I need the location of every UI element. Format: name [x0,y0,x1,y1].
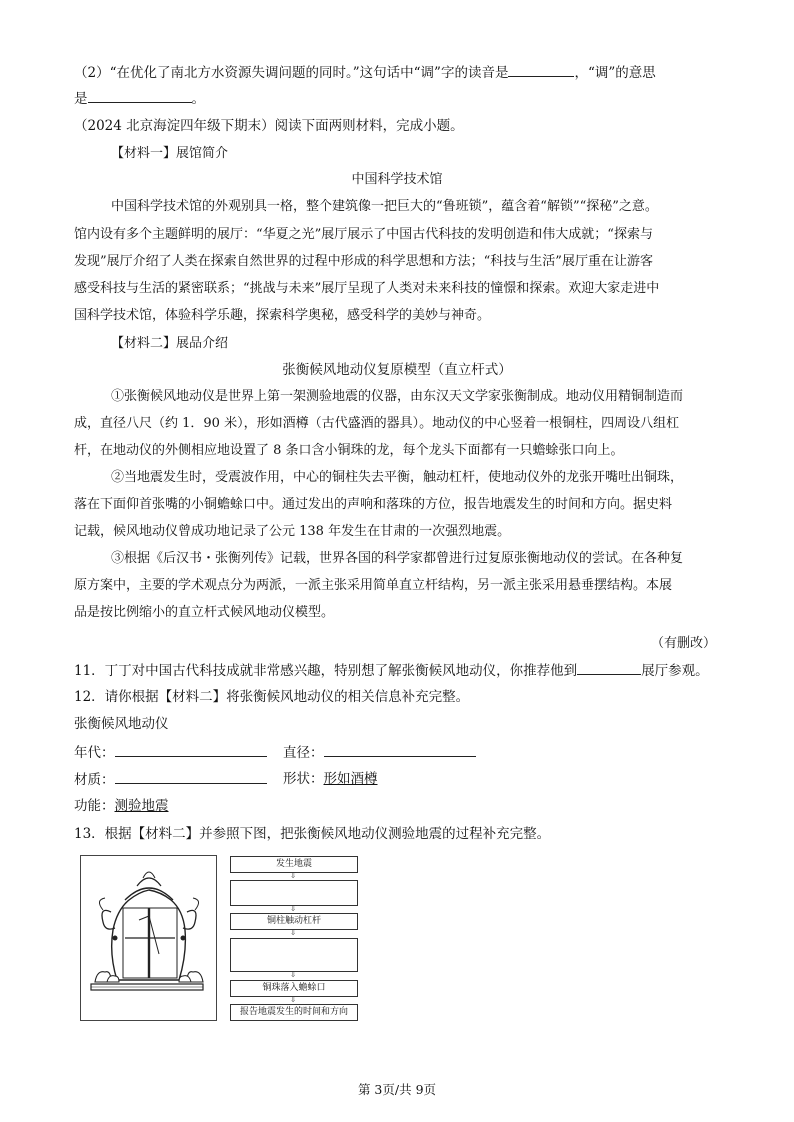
question-13: 13．根据【材料二】并参照下图，把张衡候风地动仪测验地震的过程补充完整。 [74,826,551,842]
material2-line: 成，直径八尺（约 1．90 米），形如酒樽（古代盛酒的器具）。地动仪的中心竖着一根铜柱，四周设八组杠 [74,416,680,431]
down-arrow-icon: ⇩ [289,928,297,937]
material2-line: 落在下面仰首张嘴的小铜蟾蜍口中。通过发出的声响和落珠的方位，报告地震发生的时间和方向。据史料 [74,497,673,512]
down-arrow-icon: ⇩ [289,995,297,1004]
page-footer: 第 3页/共 9页 [357,1082,437,1097]
question-12: 12．请你根据【材料二】将张衡候风地动仪的相关信息补充完整。 [74,689,470,705]
material2-title: 张衡候风地动仪复原模型（直立杆式） [282,362,512,378]
material2-line: 原方案中，主要的学术观点分为两派，一派主张采用简单直立杆结构，另一派主张采用悬垂摆结构。本展 [74,578,673,593]
answer-blank[interactable] [577,660,641,675]
material1-title: 中国科学技术馆 [351,172,443,187]
flow-step-earthquake: 发生地震 [230,856,358,873]
era-blank[interactable] [115,742,267,757]
card-title: 张衡候风地动仪 [74,716,169,732]
down-arrow-icon: ⇩ [289,871,297,880]
material2-line: 杆，在地动仪的外侧相应地设置了 8 条口含小铜珠的龙，每个龙头下面都有一只蟾蜍张口向上。 [74,443,624,458]
function-value: 测验地震 [114,798,169,814]
flow-step-blank[interactable] [230,938,358,972]
material2-header: 【材料二】展品介绍 [111,336,229,351]
shape-value: 形如酒樽 [323,771,378,787]
answer-blank[interactable] [508,62,574,77]
material2-line: 记载，候风地动仪曾成功地记录了公元 138 年发生在甘肃的一次强烈地震。 [74,524,511,539]
material2-line: ③根据《后汉书・张衡列传》记载，世界各国的科学家都曾进行过复原张衡地动仪的尝试。在各种复 [111,551,684,566]
diameter-blank[interactable] [324,742,476,757]
prev-question-line1: （2）“在优化了南北方水资源失调问题的同时。”这句话中“调”字的读音是 ，“调”的意思 [74,62,656,83]
answer-blank[interactable] [88,88,192,103]
diameter-row: 直径： [283,742,476,763]
prev-question-line2: 是 。 [74,88,205,109]
flow-step-ball: 铜珠落入蟾蜍口 [230,980,358,997]
down-arrow-icon: ⇩ [289,904,297,913]
material1-line: 中国科学技术馆的外观别具一格，整个建筑像一把巨大的“鲁班锁”，蕴含着“解锁”“探秘”之意。 [111,199,658,214]
flow-step-lever: 铜柱触动杠杆 [230,913,358,930]
material2-line: ①张衡候风地动仪是世界上第一架测验地震的仪器，由东汉天文学家张衡制成。地动仪用精铜制造而 [111,389,684,404]
material1-line: 感受科技与生活的紧密联系；“挑战与未来”展厅呈现了人类对未来科技的憧憬和探索。欢迎大家走进中 [74,281,660,296]
material1-line: 发现”展厅介绍了人类在探索自然世界的过程中形成的科学思想和方法；“科技与生活”展厅重在让游客 [74,254,653,269]
material2-line: ②当地震发生时，受震波作用，中心的铜柱失去平衡，触动杠杆，使地动仪外的龙张开嘴吐出铜珠， [111,470,684,485]
material1-line: 国科学技术馆，体验科学乐趣，探索科学奥秘，感受科学的美妙与神奇。 [74,308,491,323]
seismograph-illustration [80,855,217,1021]
seismograph-drawing [81,856,216,1020]
function-row: 功能：测验地震 [74,798,169,814]
material-blank[interactable] [115,769,267,784]
down-arrow-icon: ⇩ [289,970,297,979]
material1-header: 【材料一】展馆简介 [111,146,229,161]
material1-line: 馆内设有多个主题鲜明的展厅：“华夏之光”展厅展示了中国古代科技的发明创造和伟大成就；“探索与 [74,227,653,242]
source-note: （2024 北京海淀四年级下期末）阅读下面两则材料，完成小题。 [74,118,464,134]
shape-row: 形状：形如酒樽 [283,771,378,787]
flow-step-report: 报告地震发生的时间和方向 [230,1004,358,1021]
question-11: 11．丁丁对中国古代科技成就非常感兴趣，特别想了解张衡候风地动仪，你推荐他到 展厅参观。 [74,660,709,681]
material2-line: 品是按比例缩小的直立杆式候风地动仪模型。 [74,605,335,620]
flow-step-blank[interactable] [230,880,358,906]
era-row: 年代： [74,742,267,763]
material-row: 材质： [74,769,267,790]
edited-note: （有删改） [650,636,716,651]
